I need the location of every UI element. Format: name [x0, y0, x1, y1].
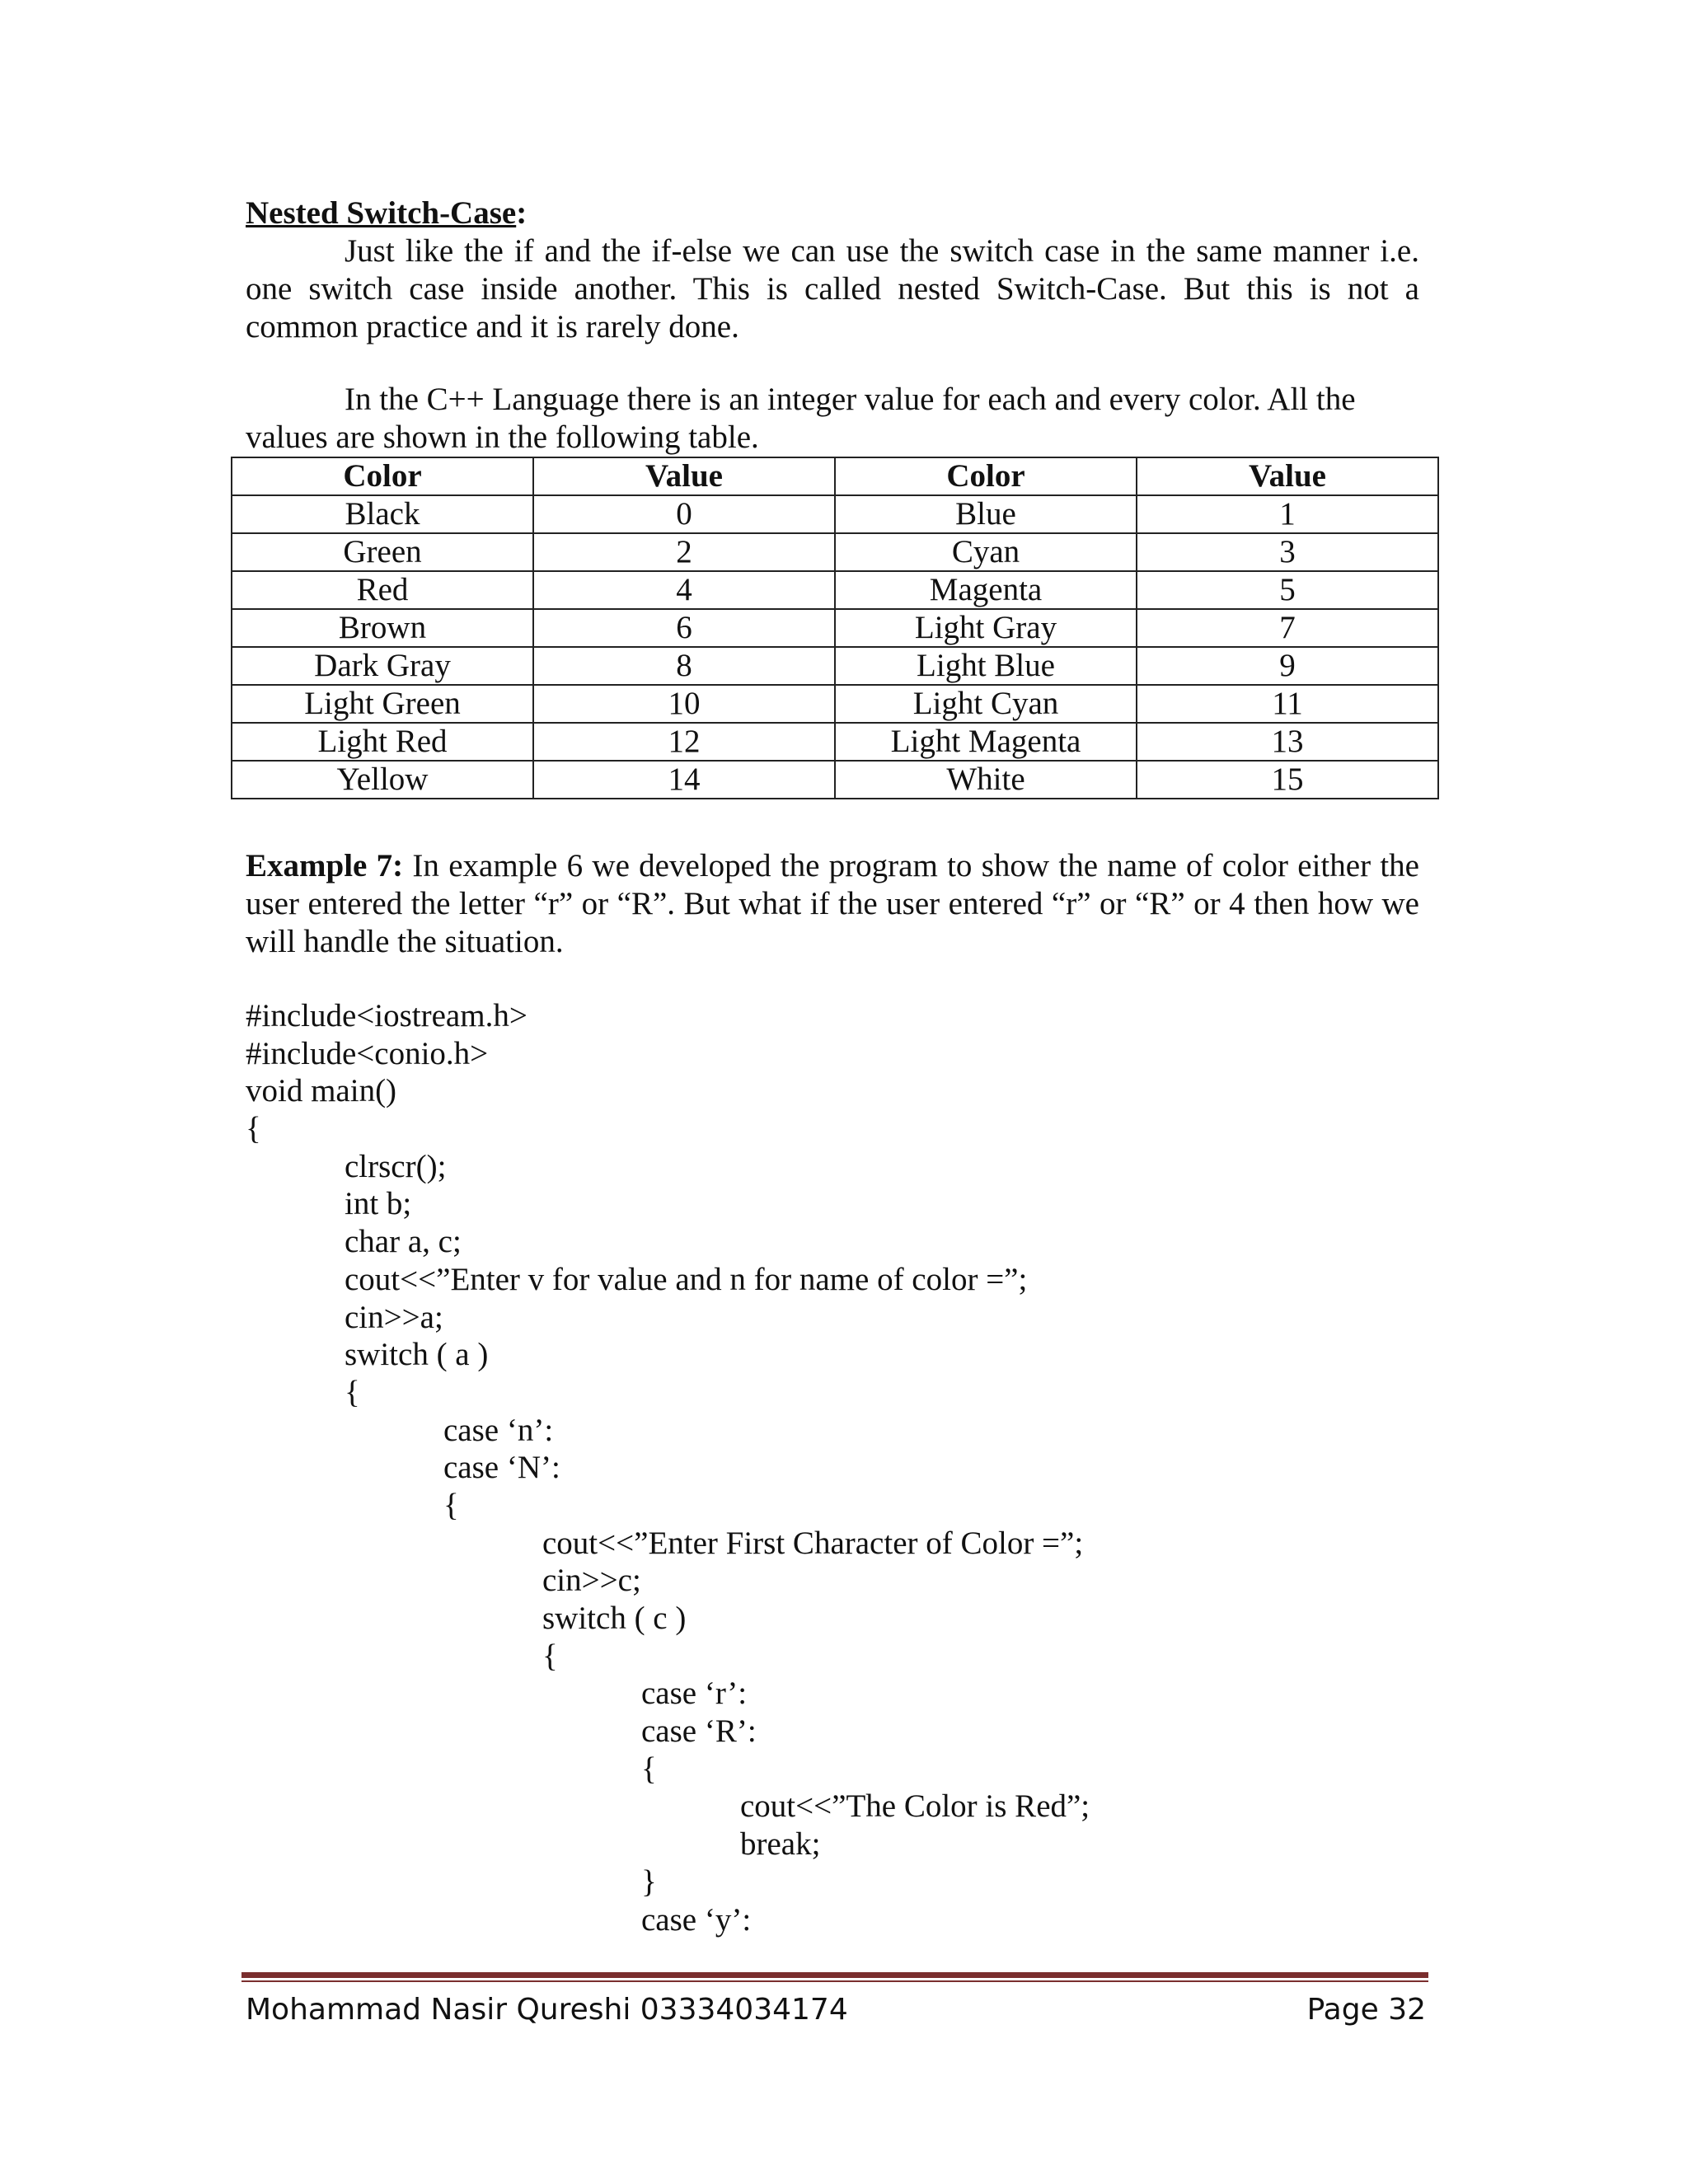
- color-value-cell: 13: [1137, 723, 1438, 761]
- code-line: {: [345, 1374, 360, 1410]
- color-value-cell: 7: [1137, 609, 1438, 647]
- code-line: switch ( c ): [542, 1601, 687, 1636]
- code-line: case ‘R’:: [641, 1713, 757, 1750]
- code-line: cout<<”Enter First Character of Color =”;: [542, 1525, 1084, 1561]
- code-listing: [246, 997, 1419, 1938]
- color-value-cell: 5: [1137, 571, 1438, 609]
- code-line: case ‘N’:: [443, 1450, 560, 1486]
- color-value-cell: 4: [533, 571, 835, 609]
- color-value-cell: 9: [1137, 647, 1438, 685]
- code-line: {: [542, 1638, 558, 1674]
- page-number: Page 32: [1306, 1993, 1426, 2027]
- code-line: cin>>a;: [345, 1299, 443, 1335]
- color-value-cell: 3: [1137, 533, 1438, 571]
- code-line: {: [641, 1750, 657, 1787]
- header-value-2: Value: [1137, 457, 1438, 495]
- color-name-cell: Light Magenta: [835, 723, 1137, 761]
- header-color-2: Color: [835, 457, 1137, 495]
- color-value-cell: 15: [1137, 761, 1438, 799]
- section-heading: Nested Switch-Case: [246, 195, 517, 231]
- color-name-cell: Light Cyan: [835, 685, 1137, 723]
- code-line: switch ( a ): [345, 1337, 489, 1373]
- color-name-cell: Brown: [232, 609, 533, 647]
- code-line: clrscr();: [345, 1148, 447, 1184]
- intro-paragraph: Just like the if and the if-else we can use the switch case in the same manner i.e. one switch case inside another. This is called nested Switch-Case. But this is not a common practice and it is rarely done.: [246, 233, 1419, 344]
- code-line: {: [443, 1487, 459, 1523]
- intro-section: [246, 194, 1419, 457]
- table-row: [232, 533, 1438, 571]
- color-name-cell: Blue: [835, 495, 1137, 533]
- table-row: [232, 761, 1438, 799]
- code-line: }: [641, 1863, 657, 1900]
- color-value-cell: 10: [533, 685, 835, 723]
- code-line: case ‘y’:: [641, 1901, 752, 1938]
- table-header-row: [232, 457, 1438, 495]
- code-line: #include<conio.h>: [246, 1035, 489, 1071]
- example-text: In example 6 we developed the program to show the name of color either the user entered the letter “r” or “R”. But what if the user entered “r” or “R” or 4 then how we will handle the situation.: [246, 848, 1419, 959]
- color-value-cell: 12: [533, 723, 835, 761]
- code-line: char a, c;: [345, 1224, 462, 1260]
- footer-author: Mohammad Nasir Qureshi 03334034174: [246, 1993, 848, 2027]
- table-body: [232, 495, 1438, 799]
- color-value-cell: 11: [1137, 685, 1438, 723]
- footer-rule-thin: [241, 1980, 1428, 1982]
- header-value-1: Value: [533, 457, 835, 495]
- code-line: {: [246, 1111, 261, 1147]
- table-intro-paragraph: In the C++ Language there is an integer value for each and every color. All the values are shown in the following table.: [246, 382, 1356, 455]
- color-name-cell: Light Blue: [835, 647, 1137, 685]
- code-line: cout<<”The Color is Red”;: [740, 1788, 1090, 1825]
- example-paragraph: [246, 847, 1419, 961]
- color-value-cell: 8: [533, 647, 835, 685]
- color-value-cell: 0: [533, 495, 835, 533]
- color-value-cell: 1: [1137, 495, 1438, 533]
- color-value-cell: 6: [533, 609, 835, 647]
- color-name-cell: Dark Gray: [232, 647, 533, 685]
- color-name-cell: Light Gray: [835, 609, 1137, 647]
- color-name-cell: Cyan: [835, 533, 1137, 571]
- color-name-cell: Magenta: [835, 571, 1137, 609]
- code-line: case ‘n’:: [443, 1412, 554, 1448]
- color-name-cell: White: [835, 761, 1137, 799]
- color-value-cell: 2: [533, 533, 835, 571]
- table-row: [232, 571, 1438, 609]
- footer-rule: [241, 1972, 1428, 1978]
- section-heading-line: [246, 194, 1419, 232]
- color-values-table: [231, 457, 1439, 799]
- code-line: case ‘r’:: [641, 1675, 748, 1712]
- code-line: break;: [740, 1826, 821, 1863]
- section-heading-colon: :: [516, 195, 528, 231]
- color-name-cell: Green: [232, 533, 533, 571]
- table-row: [232, 723, 1438, 761]
- table-row: [232, 647, 1438, 685]
- code-line: cout<<”Enter v for value and n for name of color =”;: [345, 1261, 1028, 1297]
- code-line: void main(): [246, 1073, 397, 1109]
- table-row: [232, 495, 1438, 533]
- color-name-cell: Yellow: [232, 761, 533, 799]
- code-line: #include<iostream.h>: [246, 998, 528, 1033]
- color-name-cell: Red: [232, 571, 533, 609]
- table-row: [232, 685, 1438, 723]
- color-name-cell: Black: [232, 495, 533, 533]
- color-name-cell: Light Green: [232, 685, 533, 723]
- code-line: int b;: [345, 1186, 412, 1222]
- header-color-1: Color: [232, 457, 533, 495]
- code-line: cin>>c;: [542, 1563, 641, 1599]
- color-name-cell: Light Red: [232, 723, 533, 761]
- table-row: [232, 609, 1438, 647]
- color-value-cell: 14: [533, 761, 835, 799]
- example-label: Example 7:: [246, 848, 404, 883]
